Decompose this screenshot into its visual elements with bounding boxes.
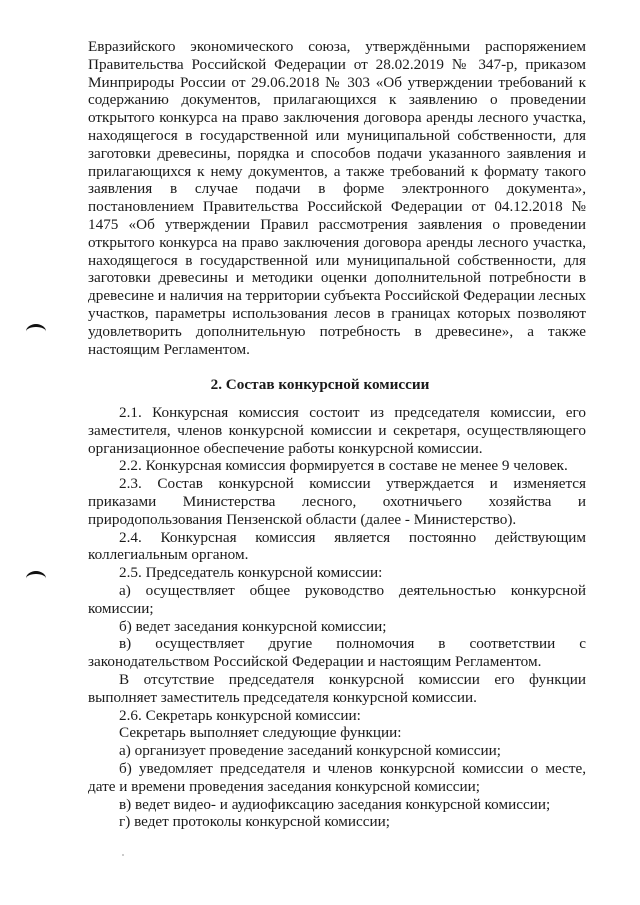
intro-paragraph: Евразийского экономического союза, утверждёнными распоряжением Правительства Российской Федерации от 28.02.2019 № 347-р, приказом Минприроды России от 29.06.2018 № 303 «Об утверждении требований к содержанию документов, прилагающихся к заявлению о проведении открытого конкурса на право заключения договора аренды лесного участка, находящегося в государственной или муниципальной собственности, для заготовки древесины, порядка и способов подачи указанного заявления и прилагающихся к нему документов, а также требований к формату такого заявления в случае подачи в форме электронного документа», постановлением Правительства Российской Федерации от 04.12.2018 № 1475 «Об утверждении Правил рассмотрения заявления о проведении открытого конкурса на право заключения договора аренды лесного участка, находящегося в государственной или муниципальной собственности, для заготовки древесины и методики оценки дополнительной потребности в древесине и наличия на территории субъекта Российской Федерации лесных участков, параметры использования лесов в границах которых позволяют удовлетворить дополнительную потребность в древесине», а также настоящим Регламентом. bbox=[88, 38, 586, 358]
paragraph-deputy: В отсутствие председателя конкурсной комиссии его функции выполняет заместитель председателя конкурсной комиссии. bbox=[88, 670, 586, 706]
section-body bbox=[88, 404, 586, 831]
paragraph-2-5: 2.5. Председатель конкурсной комиссии: bbox=[119, 564, 383, 582]
paragraph-2-4: 2.4. Конкурсная комиссия является постоянно действующим коллегиальным органом. bbox=[88, 528, 586, 564]
scan-mark bbox=[26, 571, 46, 586]
list-item-2-5-b: б) ведет заседания конкурсной комиссии; bbox=[119, 617, 387, 635]
list-item-2-6-b: б) уведомляет председателя и членов конкурсной комиссии о месте, дате и времени проведения заседания конкурсной комиссии; bbox=[88, 759, 586, 795]
scan-speck bbox=[122, 854, 124, 856]
list-item-2-6-a: а) организует проведение заседаний конкурсной комиссии; bbox=[119, 742, 501, 760]
scan-mark bbox=[26, 324, 46, 339]
intro-text bbox=[88, 38, 586, 358]
list-item-2-6-d: г) ведет протоколы конкурсной комиссии; bbox=[119, 813, 391, 831]
paragraph-2-3: 2.3. Состав конкурсной комиссии утверждается и изменяется приказами Министерства лесного, охотничьего хозяйства и природопользования Пензенской области (далее - Министерство). bbox=[88, 475, 586, 528]
list-item-2-5-a: а) осуществляет общее руководство деятельностью конкурсной комиссии; bbox=[88, 581, 586, 617]
paragraph-secretary-functions: Секретарь выполняет следующие функции: bbox=[119, 724, 402, 742]
paragraph-2-2: 2.2. Конкурсная комиссия формируется в составе не менее 9 человек. bbox=[119, 457, 568, 475]
list-item-2-6-c: в) ведет видео- и аудиофиксацию заседания конкурсной комиссии; bbox=[119, 795, 551, 813]
list-item-2-5-c: в) осуществляет другие полномочия в соответствии с законодательством Российской Федерации и настоящим Регламентом. bbox=[88, 635, 586, 671]
paragraph-2-6: 2.6. Секретарь конкурсной комиссии: bbox=[119, 706, 361, 724]
section-heading: 2. Состав конкурсной комиссии bbox=[210, 376, 430, 393]
paragraph-2-1: 2.1. Конкурсная комиссия состоит из председателя комиссии, его заместителя, членов конкурсной комиссии и секретаря, осуществляющего организационное обеспечение работы конкурсной комиссии. bbox=[88, 404, 586, 457]
